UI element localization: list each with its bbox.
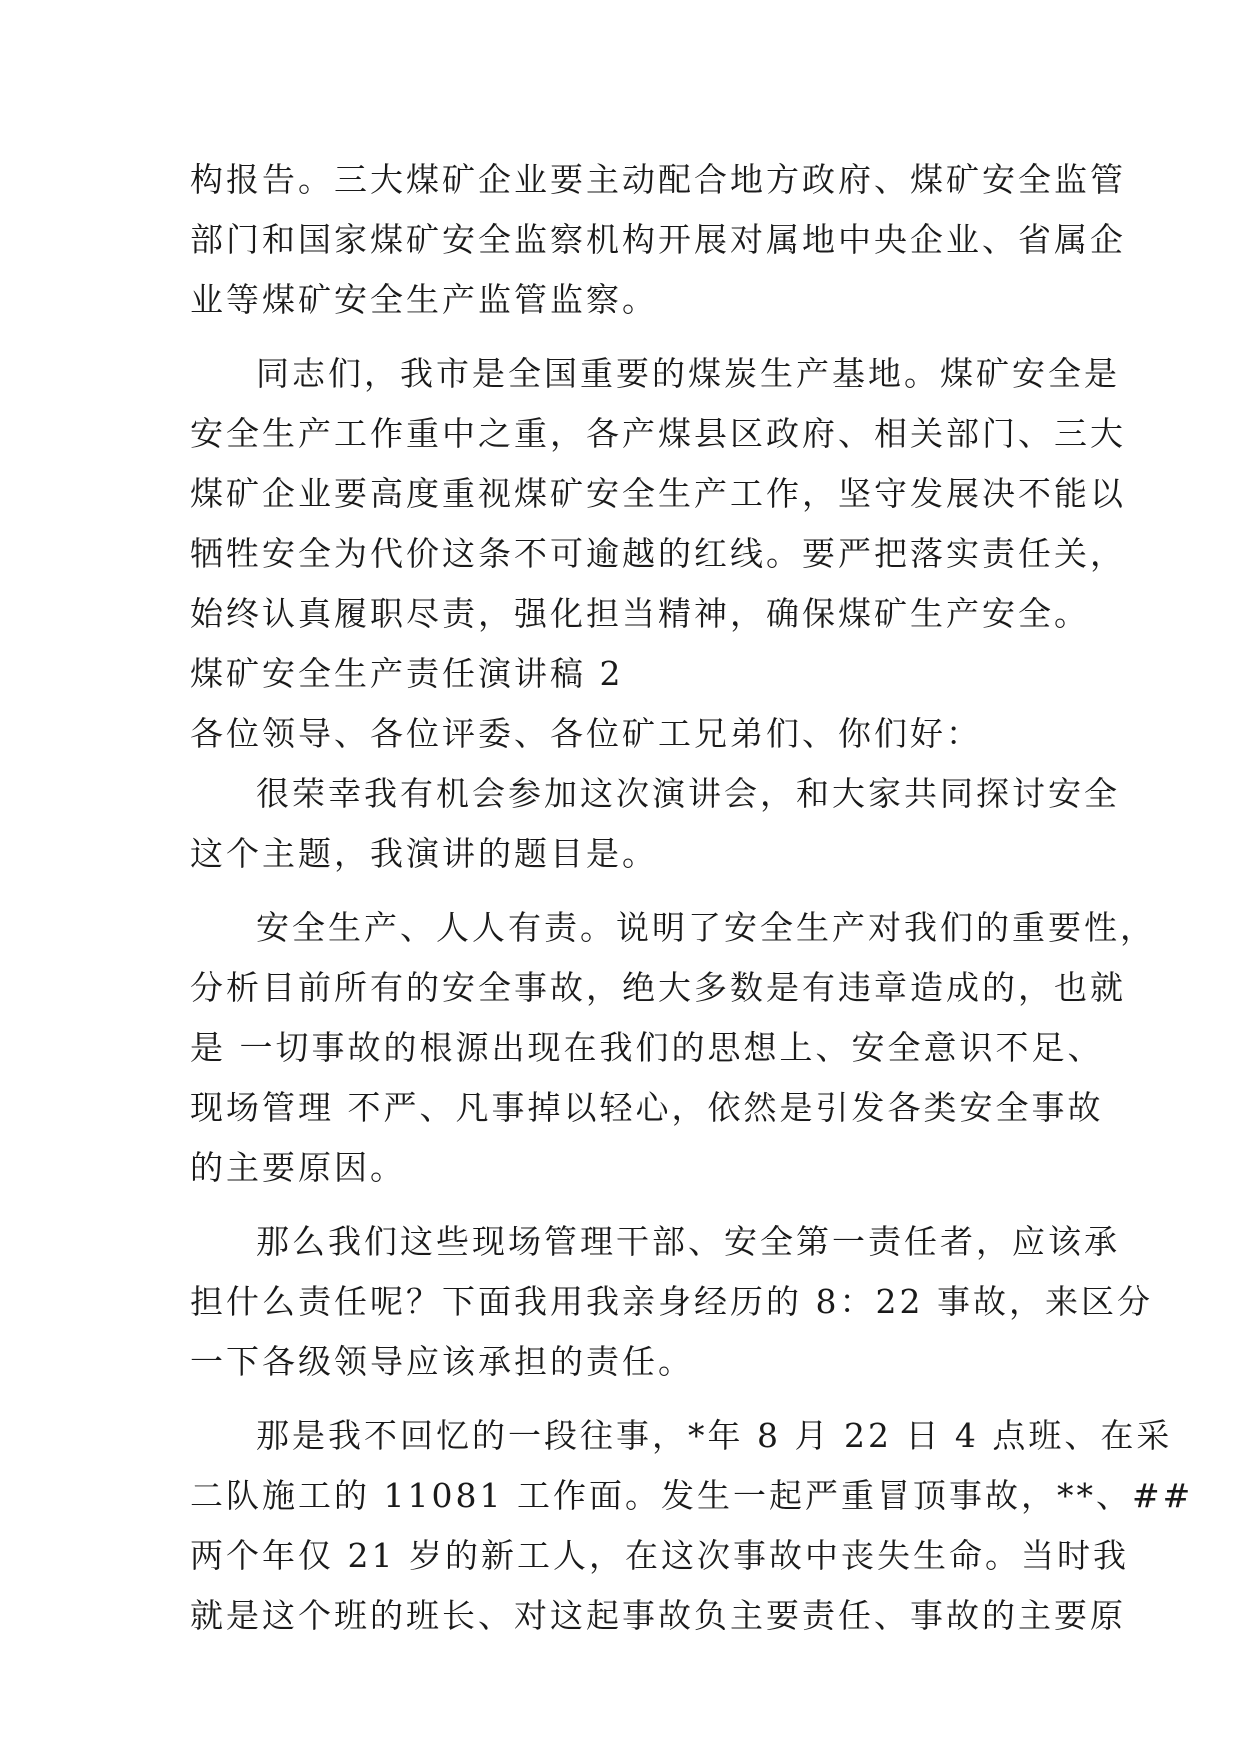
paragraph <box>190 150 1126 330</box>
paragraph <box>190 1406 1194 1646</box>
text-line: 就是这个班的班长、对这起事故负主要责任、事故的主要原 <box>190 1596 1126 1635</box>
text-line: 煤矿企业要高度重视煤矿安全生产工作，坚守发展决不能以 <box>190 474 1126 513</box>
text-line: 是 一切事故的根源出现在我们的思想上、安全意识不足、 <box>190 1028 1104 1067</box>
text-line: 业等煤矿安全生产监管监察。 <box>190 280 658 319</box>
text-line: 那么我们这些现场管理干部、安全第一责任者，应该承 <box>256 1222 1120 1261</box>
text-line: 安全生产、人人有责。说明了安全生产对我们的重要性， <box>256 908 1156 947</box>
heading-line: 煤矿安全生产责任演讲稿 2 <box>190 654 624 693</box>
text-line: 构报告。三大煤矿企业要主动配合地方政府、煤矿安全监管 <box>190 160 1126 199</box>
text-line: 那是我不回忆的一段往事，*年 8 月 22 日 4 点班、在采 <box>256 1416 1173 1455</box>
text-line: 始终认真履职尽责，强化担当精神，确保煤矿生产安全。 <box>190 594 1090 633</box>
text-line: 分析目前所有的安全事故，绝大多数是有违章造成的，也就 <box>190 968 1126 1007</box>
text-line: 各位领导、各位评委、各位矿工兄弟们、你们好： <box>190 714 982 753</box>
text-line: 两个年仅 21 岁的新工人，在这次事故中丧失生命。当时我 <box>190 1536 1129 1575</box>
salutation <box>190 704 1060 764</box>
paragraph <box>190 1212 1153 1392</box>
text-line: 部门和国家煤矿安全监察机构开展对属地中央企业、省属企 <box>190 220 1126 259</box>
text-line: 一下各级领导应该承担的责任。 <box>190 1342 694 1381</box>
text-line: 的主要原因。 <box>190 1148 406 1187</box>
paragraph <box>190 764 1120 884</box>
paragraph <box>190 898 1156 1198</box>
text-line: 牺牲安全为代价这条不可逾越的红线。要严把落实责任关， <box>190 534 1126 573</box>
paragraph <box>190 344 1126 644</box>
document-page <box>190 150 1194 1646</box>
text-line: 同志们，我市是全国重要的煤炭生产基地。煤矿安全是 <box>256 354 1120 393</box>
text-line: 这个主题，我演讲的题目是。 <box>190 834 658 873</box>
text-line: 二队施工的 11081 工作面。发生一起严重冒顶事故，**、## <box>190 1476 1194 1515</box>
text-line: 安全生产工作重中之重，各产煤县区政府、相关部门、三大 <box>190 414 1126 453</box>
text-line: 很荣幸我有机会参加这次演讲会，和大家共同探讨安全 <box>256 774 1120 813</box>
text-line: 担什么责任呢？下面我用我亲身经历的 8：22 事故，来区分 <box>190 1282 1153 1321</box>
text-line: 现场管理 不严、凡事掉以轻心，依然是引发各类安全事故 <box>190 1088 1104 1127</box>
section-heading <box>190 644 1060 704</box>
